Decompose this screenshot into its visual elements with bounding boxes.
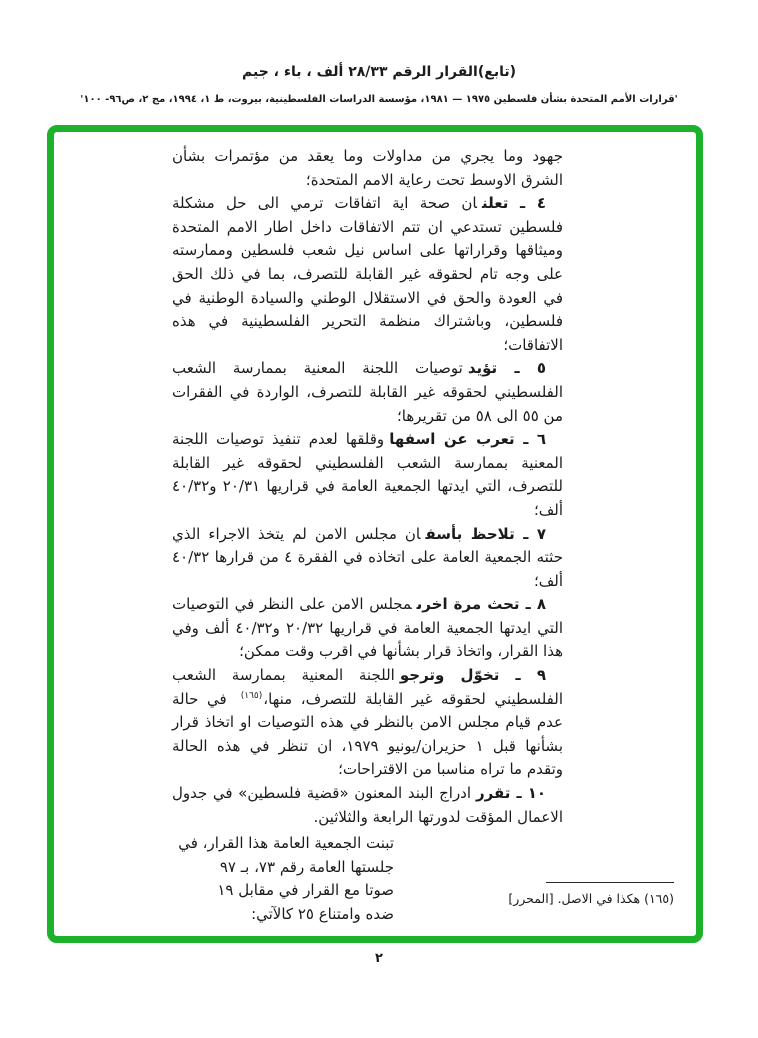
footnote-text: (١٦٥) هكذا في الاصل. [المحرر] [508,891,674,906]
footnote-reference-165: (١٦٥) [240,690,263,701]
clause-7-text: ان مجلس الامن لم يتخذ الاجراء الذي حثته الجمعية العامة على اتخاذه في الفقرة ٤ من قرارها ٤٠/٣٢ ألف؛ [172,524,563,590]
clause-8 [172,593,563,664]
clause-4-lead: ٤ ـ تعلن [481,194,546,213]
footnote-block [508,882,674,906]
clause-5 [172,357,563,428]
footnote-divider [546,882,674,883]
resolution-body [54,132,696,943]
adoption-line: ضده وامتناع ٢٥ كالآتي: [251,905,394,923]
clause-9-text-before: اللجنة المعنية بممارسة الشعب الفلسطيني لحقوقه غير القابلة للتصرف، منها، [172,666,563,708]
clause-10 [172,782,563,829]
adoption-line: تبنت الجمعية العامة هذا القرار، في [178,834,394,853]
clause-8-text: مجلس الامن على النظر في التوصيات التي ايدتها الجمعية العامة في قراريها ٢٠/٣٢ و٤٠/٣٢ ألف وفي هذا القرار، واتخاذ قرار بشأنها في اقرب وقت ممكن؛ [172,595,563,661]
clause-5-lead: ٥ ـ تؤيد [467,359,546,378]
clause-4 [172,192,563,357]
clause-6 [172,428,563,522]
clause-7-lead: ٧ ـ تلاحظ بأسف [425,524,546,543]
resolution-title: (تابع)القرار الرقم ٢٨/٣٣ ألف ، باء ، جيم [242,64,516,80]
clause-9-text-after: في حالة عدم قيام مجلس الامن بالنظر في هذه التوصيات او اتخاذ قرار بشأنها قبل ١ حزيران/يونيو ١٩٧٩، ان تنظر في هذه الحالة وتقدم ما تراه مناسبا من الاقتراحات؛ [172,689,563,779]
clause-9-lead: ٩ ـ تخوّل وترجو [399,666,546,685]
adoption-line: جلستها العامة رقم ٧٣، بـ ٩٧ [219,857,394,876]
clause-10-text: ادراج البند المعنون «قضية فلسطين» في جدول الاعمال المؤقت لدورتها الرابعة والثلاثين. [172,784,563,826]
clause-8-lead: ٨ ـ تحث مرة اخرى [416,595,546,614]
clause-5-text: توصيات اللجنة المعنية بممارسة الشعب الفلسطيني لحقوقه غير القابلة للتصرف، الواردة في الفقرات من ٥٥ الى ٥٨ من تقريرها؛ [172,359,563,425]
vote-record [172,934,563,943]
adoption-line: صوتا مع القرار في مقابل ١٩ [217,881,394,900]
clause-6-text: وقلقها لعدم تنفيذ توصيات اللجنة المعنية بممارسة الشعب الفلسطيني لحقوقه غير القابلة للتصرف، التي ايدتها الجمعية العامة في قراريها ٢٠/٣١ و٤٠/٣٢ ألف؛ [172,430,564,519]
vote-colon [489,934,494,943]
adoption-note [174,832,394,926]
clause-4-text: ان صحة اية اتفاقات ترمي الى حل مشكلة فلسطين تستدعي ان تتم الاتفاقات داخل اطار الامم المتحدة وميثاقها وقراراتها على اساس نيل شعب فلسطين وممارسته على وجه تام لحقوقه غير القابلة للتصرف، بما في ذلك الحق في العودة والحق في الاستقلال الوطني والسيادة الوطنية في فلسطين، وباشتراك منظمة التحرير الفلسطينية في هذه الاتفاقات؛ [172,194,563,354]
vote-for-label [506,934,563,943]
vote-countries-line [172,934,479,943]
source-citation: 'قرارات الأمم المتحدة بشأن فلسطين ١٩٧٥ — ١٩٨١، مؤسسة الدراسات الفلسطينية، بيروت، ط ١، ١٩٩٤، مج ٢، ص٩٦- ١٠٠' [80,94,678,105]
vote-countries-list [172,934,479,943]
clause-7 [172,523,563,594]
paragraph-continuation [172,145,563,192]
clause-6-lead: ٦ ـ تعرب عن اسفها [389,430,546,449]
clause-9 [172,664,563,782]
page-number: ٢ [375,951,383,966]
green-highlight-frame [47,125,703,943]
clause-10-lead: ١٠ ـ تقرر [476,784,546,803]
continuation-text: جهود وما يجري من مداولات وما يعقد من مؤتمرات بشأن الشرق الاوسط تحت رعاية الامم المتحدة؛ [172,147,563,189]
